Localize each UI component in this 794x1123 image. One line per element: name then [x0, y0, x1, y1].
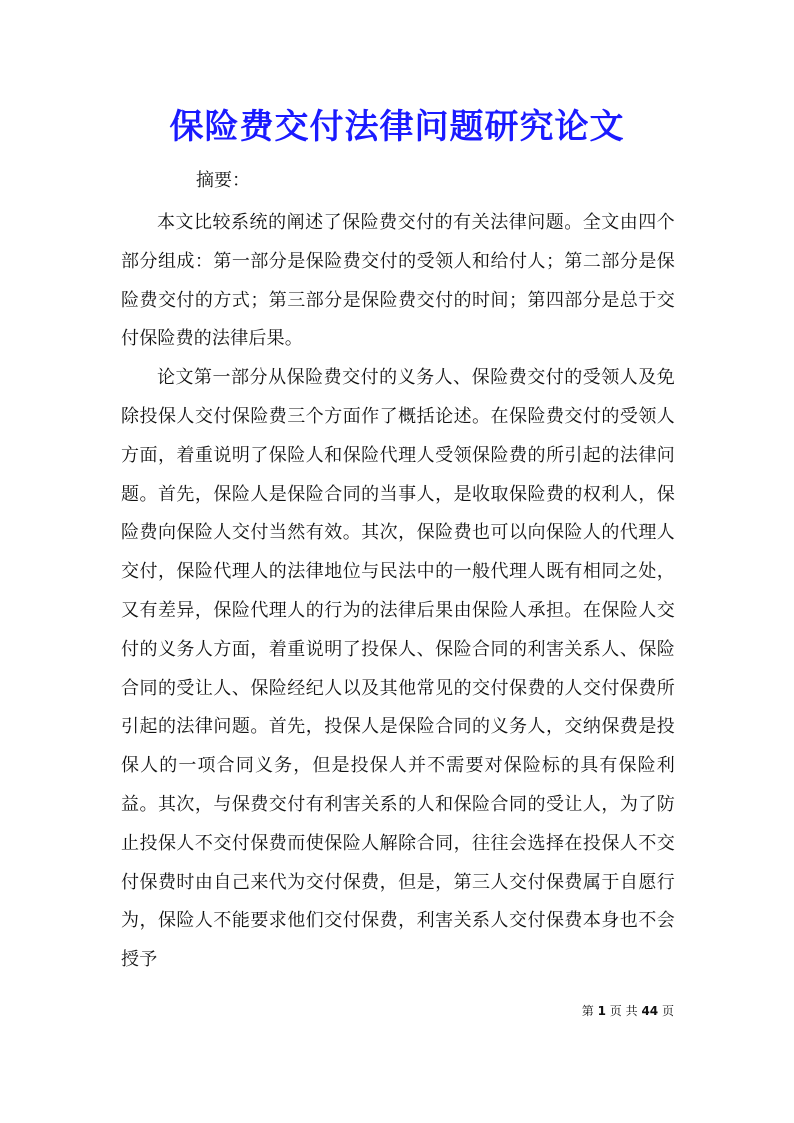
footer-suffix: 页	[661, 1004, 674, 1018]
footer-page-number: 1	[597, 1004, 606, 1018]
footer-prefix: 第	[581, 1004, 594, 1018]
paragraph-summary: 本文比较系统的阐述了保险费交付的有关法律问题。全文由四个部分组成：第一部分是保险费交付的受领人和给付人；第二部分是保险费交付的方式；第三部分是保险费交付的时间；第四部分是总于交付保险费的法律后果。	[121, 212, 675, 350]
footer-total-pages: 44	[641, 1004, 659, 1018]
abstract-label: 摘要：	[196, 170, 250, 191]
footer-middle: 页 共	[609, 1004, 638, 1018]
page-footer	[0, 1002, 674, 1020]
paragraph-part-one: 论文第一部分从保险费交付的义务人、保险费交付的受领人及免除投保人交付保险费三个方面作了概括论述。在保险费交付的受领人方面，着重说明了保险人和保险代理人受领保险费的所引起的法律问题。首先，保险人是保险合同的当事人，是收取保险费的权利人，保险费向保险人交付当然有效。其次，保险费也可以向保险人的代理人交付，保险代理人的法律地位与民法中的一般代理人既有相同之处，又有差异，保险代理人的行为的法律后果由保险人承担。在保险人交付的义务人方面，着重说明了投保人、保险合同的利害关系人、保险合同的受让人、保险经纪人以及其他常见的交付保费的人交付保费所引起的法律问题。首先，投保人是保险合同的义务人，交纳保费是投保人的一项合同义务，但是投保人并不需要对保险标的具有保险利益。其次，与保费交付有利害关系的人和保险合同的受让人，为了防止投保人不交付保费而使保险人解除合同，往往会选择在投保人不交付保费时由自己来代为交付保费，但是，第三人交付保费属于自愿行为，保险人不能要求他们交付保费，利害关系人交付保费本身也不会授予	[121, 367, 675, 971]
document-body	[121, 204, 675, 980]
document-title: 保险费交付法律问题研究论文	[169, 107, 625, 147]
